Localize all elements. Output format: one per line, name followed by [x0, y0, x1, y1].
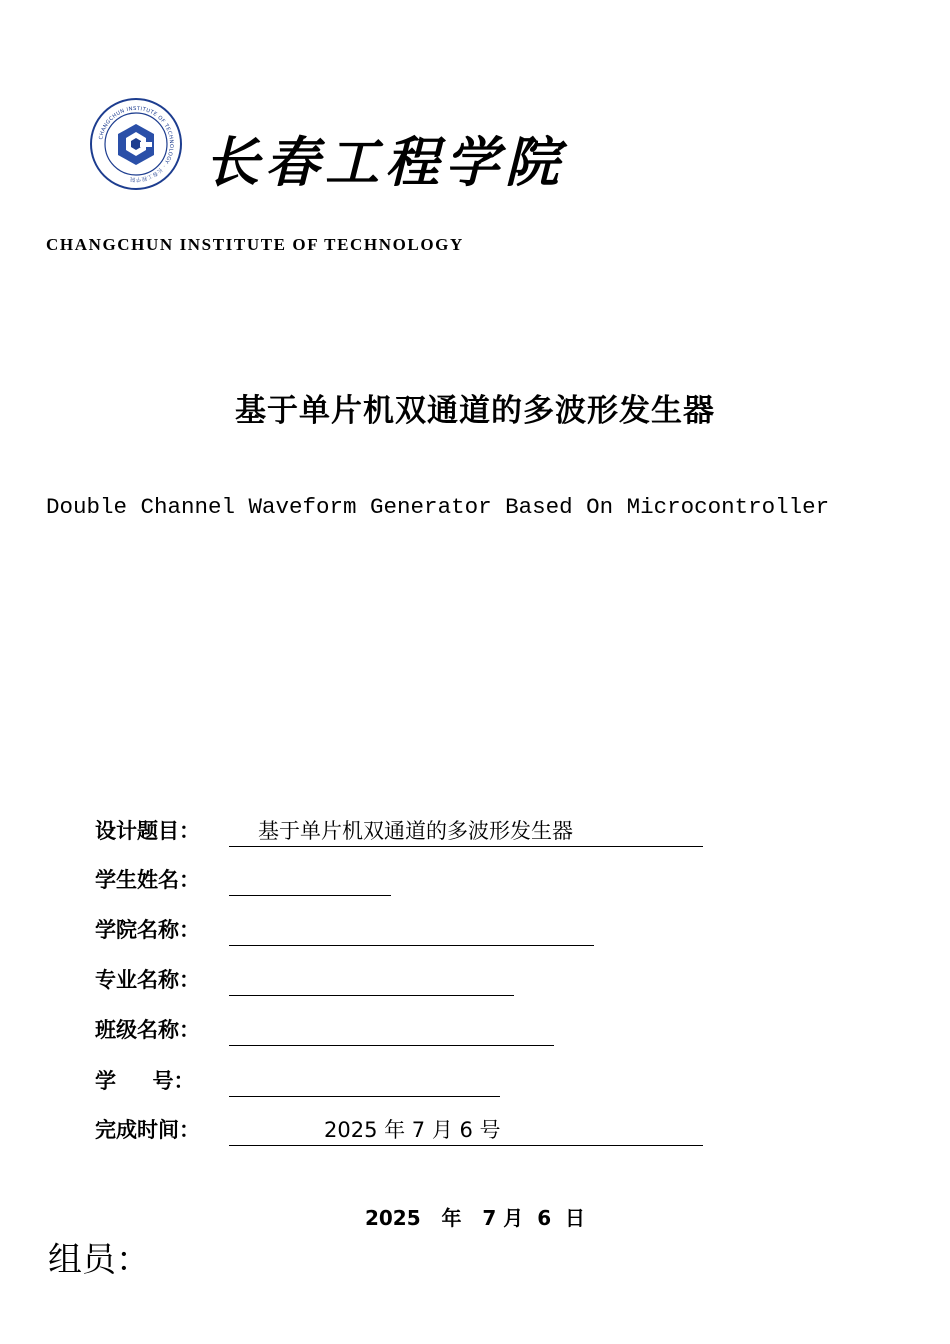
student-id-label: 学 号： [95, 1068, 195, 1093]
document-date: 2025 年 7 月 6 日 [364, 1206, 586, 1230]
finish-time-value: 2025 年 7 月 6 号 [324, 1118, 501, 1142]
school-name-english: CHANGCHUN INSTITUTE OF TECHNOLOGY [46, 235, 464, 254]
college-label: 学院名称： [95, 917, 200, 942]
topic-field[interactable] [229, 815, 703, 847]
major-field[interactable] [229, 964, 514, 996]
class-label: 班级名称： [95, 1017, 200, 1042]
thesis-title-en: Double Channel Waveform Generator Based On Microcontroller [46, 494, 830, 520]
student-id-field[interactable] [229, 1065, 500, 1097]
svg-text:CHANGCHUN INSTITUTE OF TECHNOL: CHANGCHUN INSTITUTE OF TECHNOLOGY · 长春工程学院 [98, 105, 175, 183]
major-label: 专业名称： [95, 967, 200, 992]
college-field[interactable] [229, 914, 594, 946]
finish-time-field[interactable] [229, 1114, 703, 1146]
finish-time-label: 完成时间： [95, 1117, 200, 1142]
student-name-label: 学生姓名： [95, 867, 200, 892]
thesis-title-cn: 基于单片机双通道的多波形发生器 [235, 393, 715, 429]
topic-value: 基于单片机双通道的多波形发生器 [258, 819, 573, 843]
topic-label: 设计题目： [95, 818, 200, 843]
class-field[interactable] [229, 1014, 554, 1046]
student-name-field[interactable] [229, 864, 391, 896]
school-name-calligraphy: 长春工程学院 [205, 130, 565, 194]
school-seal-icon [88, 96, 184, 192]
members-label: 组员： [48, 1240, 150, 1280]
